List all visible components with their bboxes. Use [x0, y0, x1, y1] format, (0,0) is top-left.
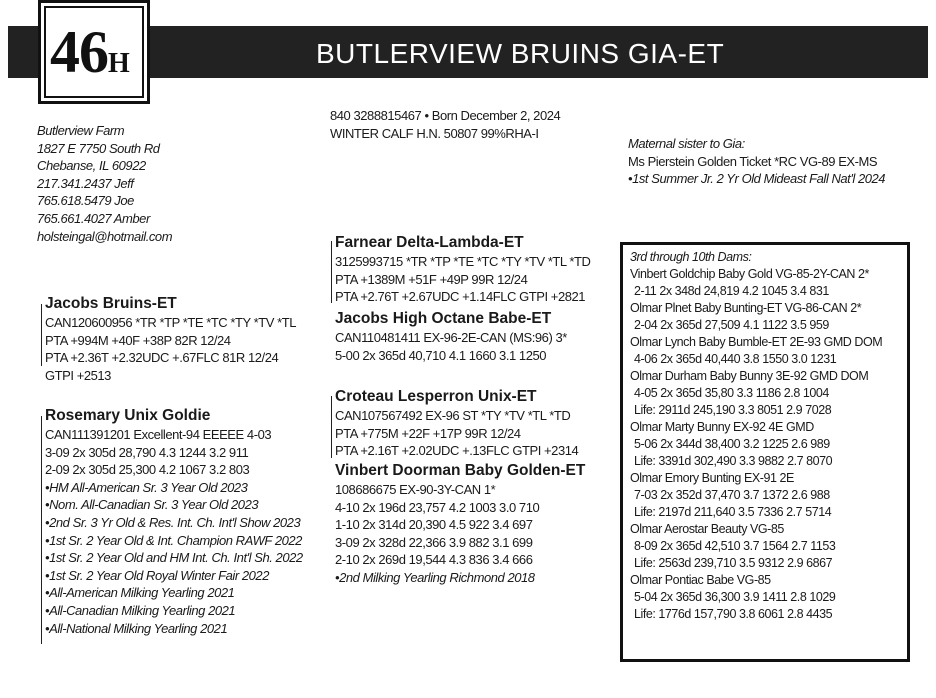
dam-honor: •1st Sr. 2 Year Old Royal Winter Fair 2022: [45, 567, 269, 583]
dam-entry-lifetime: Life: 2563d 239,710 3.5 9312 2.9 6867: [634, 556, 833, 570]
consignor-line: 765.618.5479 Joe: [37, 193, 134, 209]
dam-honor: •1st Sr. 2 Year Old & Int. Champion RAWF 2022: [45, 532, 302, 548]
dams-list: [630, 249, 882, 623]
dam-dam-honor: •2nd Milking Yearling Richmond 2018: [335, 569, 535, 585]
sire-line: PTA +2.36T +2.32UDC +.67FLC 81R 12/24: [45, 350, 279, 366]
dam-record: 3-09 2x 305d 28,790 4.3 1244 3.2 911: [45, 444, 249, 460]
dam-sire-line: CAN107567492 EX-96 ST *TY *TV *TL *TD: [335, 408, 571, 423]
dam-entry-record: 5-06 2x 344d 38,400 3.2 1225 2.6 989: [634, 437, 830, 451]
dam-name: Rosemary Unix Goldie: [45, 407, 211, 424]
dams-heading: 3rd through 10th Dams:: [630, 250, 752, 264]
dam-sire-name: Croteau Lesperron Unix-ET: [335, 388, 537, 405]
dam-entry-record: 4-05 2x 365d 35,80 3.3 1186 2.8 1004: [634, 386, 829, 400]
dam-entry-record: 7-03 2x 352d 37,470 3.7 1372 2.6 988: [634, 488, 830, 502]
sire-sire-line: 3125993715 *TR *TP *TE *TC *TY *TV *TL *TD: [335, 254, 591, 269]
consignor-line: Butlerview Farm: [37, 123, 125, 138]
dam-sire-line: PTA +2.16T +2.02UDC +.13FLC GTPI +2314: [335, 443, 579, 459]
page-title: BUTLERVIEW BRUINS GIA-ET: [316, 38, 725, 69]
sire-dam-line: CAN110481411 EX-96-2E-CAN (MS:96) 3*: [335, 330, 567, 345]
maternal-sister-honor: •1st Summer Jr. 2 Yr Old Mideast Fall Nat'l 2024: [628, 171, 886, 187]
dam-honor: •HM All-American Sr. 3 Year Old 2023: [45, 479, 248, 495]
dam-entry-name: Olmar Plnet Baby Bunting-ET VG-86-CAN 2*: [630, 301, 862, 315]
consignor-line: 1827 E 7750 South Rd: [37, 140, 160, 156]
sire-line: CAN120600956 *TR *TP *TE *TC *TY *TV *TL: [45, 315, 297, 330]
sire-line: PTA +994M +40F +38P 82R 12/24: [45, 332, 231, 348]
dam-entry-record: 4-06 2x 365d 40,440 3.8 1550 3.0 1231: [634, 352, 837, 366]
sire-sire-line: PTA +1389M +51F +49P 99R 12/24: [335, 271, 528, 287]
consignor-line: Chebanse, IL 60922: [37, 158, 146, 174]
dam-entry-record: 2-11 2x 348d 24,819 4.2 1045 3.4 831: [634, 284, 829, 298]
lot-number-suffix: H: [108, 48, 130, 79]
consignor-email: holsteingal@hotmail.com: [37, 228, 173, 244]
sire-line: GTPI +2513: [45, 367, 111, 383]
dam-sire-bracket: [331, 396, 332, 458]
sire-dam-name: Jacobs High Octane Babe-ET: [335, 310, 552, 327]
dam-honor: •All-Canadian Milking Yearling 2021: [45, 602, 236, 618]
dam-entry-name: Olmar Durham Baby Bunny 3E-92 GMD DOM: [630, 369, 869, 383]
maternal-sister-heading: Maternal sister to Gia:: [628, 136, 745, 151]
dam-entry-name: Olmar Lynch Baby Bumble-ET 2E-93 GMD DOM: [630, 335, 883, 349]
dam-entry-name: Vinbert Goldchip Baby Gold VG-85-2Y-CAN 2*: [630, 267, 869, 281]
dam-dam-name: Vinbert Doorman Baby Golden-ET: [335, 462, 586, 479]
dam-record: 2-09 2x 305d 25,300 4.2 1067 3.2 803: [45, 462, 250, 478]
dam-entry-name: Olmar Emory Bunting EX-91 2E: [630, 471, 794, 485]
sire-sire-bracket: [331, 241, 332, 303]
dam-dam-record: 3-09 2x 328d 22,366 3.9 882 3.1 699: [335, 534, 533, 550]
sire-bracket: [41, 304, 42, 366]
dam-entry-lifetime: Life: 2911d 245,190 3.3 8051 2.9 7028: [634, 403, 832, 417]
sire-dam-record: 5-00 2x 365d 40,710 4.1 1660 3.1 1250: [335, 347, 547, 363]
dam-entry-record: 5-04 2x 365d 36,300 3.9 1411 2.8 1029: [634, 590, 836, 604]
dam-honor: •2nd Sr. 3 Yr Old & Res. Int. Ch. Int'l Show 2023: [45, 514, 301, 530]
lot-number: [50, 16, 140, 88]
dam-honor: •Nom. All-Canadian Sr. 3 Year Old 2023: [45, 497, 259, 513]
dam-entry-name: Olmar Marty Bunny EX-92 4E GMD: [630, 420, 814, 434]
consignor-block: [37, 122, 172, 245]
dam-entry-record: 8-09 2x 365d 42,510 3.7 1564 2.7 1153: [634, 539, 836, 553]
registration-line-2: WINTER CALF H.N. 50807 99%RHA-I: [330, 125, 539, 141]
dam-dam-block: [335, 461, 585, 587]
sire-sire-name: Farnear Delta-Lambda-ET: [335, 234, 524, 251]
sire-dam-block: [335, 309, 567, 364]
maternal-sister-block: [628, 135, 885, 188]
dam-honor: •All-American Milking Yearling 2021: [45, 585, 235, 601]
sire-sire-line: PTA +2.76T +2.67UDC +1.14FLC GTPI +2821: [335, 289, 586, 305]
dam-dam-line: 108686675 EX-90-3Y-CAN 1*: [335, 482, 496, 497]
dam-entry-lifetime: Life: 2197d 211,640 3.5 7336 2.7 5714: [634, 505, 832, 519]
dam-entry-record: 2-04 2x 365d 27,509 4.1 1122 3.5 959: [634, 318, 829, 332]
dam-dam-record: 4-10 2x 196d 23,757 4.2 1003 3.0 710: [335, 499, 540, 515]
sire-block: [45, 294, 296, 384]
consignor-line: 765.661.4027 Amber: [37, 210, 150, 226]
dam-honor: •1st Sr. 2 Year Old and HM Int. Ch. Int'l Sh. 2022: [45, 550, 303, 566]
sire-sire-block: [335, 233, 590, 306]
dam-sire-line: PTA +775M +22F +17P 99R 12/24: [335, 425, 521, 441]
dam-sire-block: [335, 387, 578, 460]
lot-number-digits: 46: [50, 19, 108, 85]
dam-entry-name: Olmar Aerostar Beauty VG-85: [630, 522, 784, 536]
sire-name: Jacobs Bruins-ET: [45, 295, 177, 312]
dam-dam-record: 2-10 2x 269d 19,544 4.3 836 3.4 666: [335, 552, 533, 568]
maternal-sister-name: Ms Pierstein Golden Ticket *RC VG-89 EX-MS: [628, 153, 878, 169]
registration-block: [330, 107, 560, 142]
dam-dam-record: 1-10 2x 314d 20,390 4.5 922 3.4 697: [335, 517, 533, 533]
dam-honor: •All-National Milking Yearling 2021: [45, 620, 228, 636]
dam-entry-name: Olmar Pontiac Babe VG-85: [630, 573, 771, 587]
consignor-line: 217.341.2437 Jeff: [37, 175, 134, 191]
dam-block: [45, 406, 303, 637]
dam-entry-lifetime: Life: 1776d 157,790 3.8 6061 2.8 4435: [634, 607, 833, 621]
dam-bracket: [41, 416, 42, 644]
dam-line: CAN111391201 Excellent-94 EEEEE 4-03: [45, 427, 272, 442]
dam-entry-lifetime: Life: 3391d 302,490 3.3 9882 2.7 8070: [634, 454, 833, 468]
registration-line-1: 840 3288815467 • Born December 2, 2024: [330, 108, 561, 123]
